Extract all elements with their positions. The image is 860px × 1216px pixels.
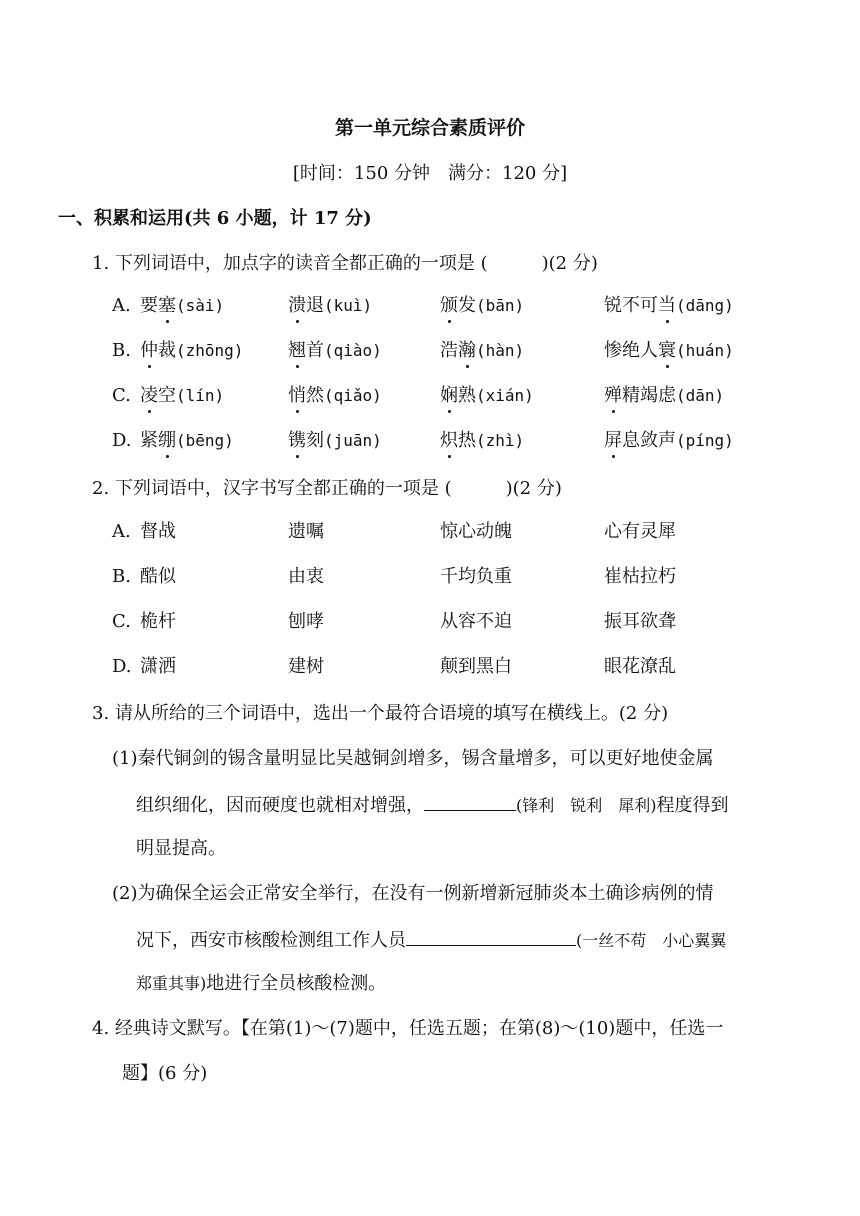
option-word: 仲裁(zhōng) [140,340,244,361]
option-word: 屏息敛声(píng) [604,430,734,451]
question-3-part-2-line-1: (2)为确保全运会正常安全举行，在没有一例新增新冠肺炎本土确诊病例的情 [112,883,714,904]
q3-p2-options-b: 郑重其事) [136,974,207,993]
dotted-char: 翘 [288,340,306,361]
option-label: A. [112,295,131,316]
option-word: 从容不迫 [440,611,512,632]
section-heading: 一、积累和运用(共 6 小题，计 17 分) [58,208,372,229]
option-word: 千均负重 [440,566,512,587]
option-word: 由衷 [288,566,324,587]
exam-meta: [时间：150 分钟 满分：120 分] [292,163,568,184]
question-4-stem-line-1: 4. 经典诗文默写。【在第(1)～(7)题中，任选五题；在第(8)～(10)题中，任选一 [92,1018,724,1039]
dotted-char: 炽 [440,430,458,451]
dotted-char: 屏 [604,430,622,451]
option-word: 崔枯拉朽 [604,566,676,587]
option-label: D. [112,656,132,677]
option-label: D. [112,430,132,451]
dotted-char: 凌 [140,385,158,406]
option-word: 刨哮 [288,611,324,632]
option-word: 溃退(kuì) [288,295,373,316]
option-word: 锐不可当(dāng) [604,295,734,316]
dotted-char: 镌 [288,430,306,451]
option-word: 酷似 [140,566,176,587]
option-word: 镌刻(juān) [288,430,382,451]
dotted-char: 悄 [288,385,306,406]
answer-blank-2[interactable] [406,927,576,946]
answer-blank-1[interactable] [424,792,516,811]
pinyin: (xián) [476,386,534,405]
dotted-char: 殚 [604,385,622,406]
pinyin: (kuì) [324,296,373,315]
question-3-part-1-line-2 [136,792,729,818]
pinyin: (huán) [676,341,734,360]
option-word: 翘首(qiào) [288,340,382,361]
option-word: 惊心动魄 [440,521,512,542]
pinyin: (bān) [476,296,525,315]
q3-p2-text-b: 地进行全员核酸检测。 [206,973,387,994]
option-label: A. [112,521,131,542]
option-word: 建树 [288,656,324,677]
option-word: 潇洒 [140,656,176,677]
dotted-char: 颁 [440,295,458,316]
pinyin: (zhì) [476,431,525,450]
pinyin: (lín) [176,386,225,405]
dotted-char: 绷 [158,430,176,451]
option-word: 浩瀚(hàn) [440,340,525,361]
pinyin: (hàn) [476,341,525,360]
option-word: 炽热(zhì) [440,430,525,451]
pinyin: (dāng) [676,296,734,315]
option-label: B. [112,340,131,361]
dotted-char: 仲 [140,340,158,361]
option-word: 惨绝人寰(huán) [604,340,734,361]
dotted-char: 当 [658,295,676,316]
option-word: 督战 [140,521,176,542]
option-label: C. [112,611,131,632]
dotted-char: 塞 [158,295,176,316]
option-word: 颁发(bān) [440,295,525,316]
option-word: 要塞(sài) [140,295,225,316]
question-3-stem: 3. 请从所给的三个词语中，选出一个最符合语境的填写在横线上。(2 分) [92,703,669,724]
q3-p1-options: (锋利 锐利 犀利) [516,796,657,815]
option-word: 殚精竭虑(dān) [604,385,725,406]
option-word: 心有灵犀 [604,521,676,542]
pinyin: (qiǎo) [324,386,382,405]
page-title: 第一单元综合素质评价 [334,117,525,139]
pinyin: (dān) [676,386,725,405]
question-3-part-1-line-3: 明显提高。 [136,838,226,859]
question-1-stem: 1. 下列词语中，加点字的读音全都正确的一项是 ( )(2 分) [92,253,598,274]
option-word: 遗嘱 [288,521,324,542]
q3-p2-options-a: (一丝不苟 小心翼翼 [576,931,727,950]
option-word: 悄然(qiǎo) [288,385,382,406]
pinyin: (juān) [324,431,382,450]
dotted-char: 寰 [658,340,676,361]
q3-p2-text-a: 况下，西安市核酸检测组工作人员 [136,930,406,951]
question-3-part-2-line-3 [136,972,386,996]
dotted-char: 溃 [288,295,306,316]
option-word: 颠到黑白 [440,656,512,677]
option-word: 桅杆 [140,611,176,632]
question-4-stem-line-2: 题】(6 分) [122,1063,208,1084]
pinyin: (bēng) [176,431,234,450]
question-3-part-2-line-2 [136,927,726,953]
option-word: 眼花潦乱 [604,656,676,677]
option-word: 振耳欲聋 [604,611,676,632]
pinyin: (píng) [676,431,734,450]
dotted-char: 娴 [440,385,458,406]
question-3-part-1-line-1: (1)秦代铜剑的锡含量明显比吴越铜剑增多，锡含量增多，可以更好地使金属 [112,748,714,769]
option-label: B. [112,566,131,587]
option-word: 凌空(lín) [140,385,225,406]
question-2-stem: 2. 下列词语中，汉字书写全都正确的一项是 ( )(2 分) [92,478,562,499]
pinyin: (qiào) [324,341,382,360]
option-word: 紧绷(bēng) [140,430,234,451]
q3-p1-text-a: 组织细化，因而硬度也就相对增强， [136,795,424,816]
q3-p1-text-b: 程度得到 [656,795,729,816]
pinyin: (zhōng) [176,341,244,360]
pinyin: (sài) [176,296,225,315]
dotted-char: 瀚 [458,340,476,361]
option-word: 娴熟(xián) [440,385,534,406]
option-label: C. [112,385,131,406]
